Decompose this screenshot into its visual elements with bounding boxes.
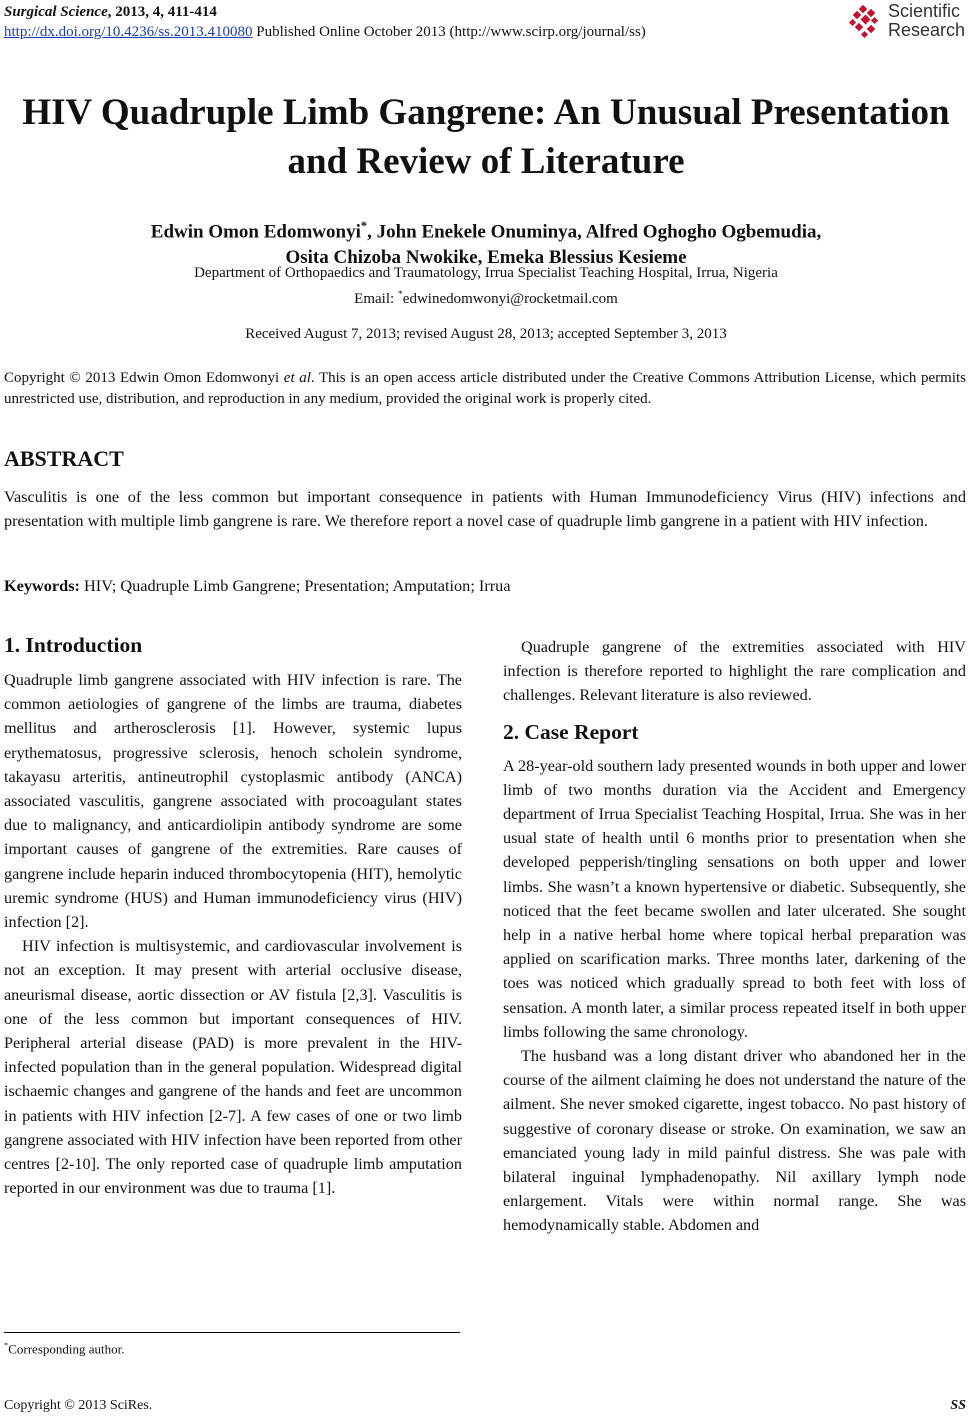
case-paragraph-1: A 28-year-old southern lady presented wounds in both upper and lower limb of two months duration via the Accident and Emergency department of Irrua Specialist Teaching Hospital, Irrua. She was in her usual state of health until 6 months prior to presentation when she developed pepperish/tingling sensations on both upper and lower limbs. She wasn’t a known hypertensive or diabetic. Subsequently, she noticed that the feet became swollen and later ulcerated. She sought help in a native herbal home where topical herbal preparation was applied on scarification marks. Three months later, darkening of the toes was noticed which gradually spread to both feet with loss of sensation. A month later, a similar process repeated itself in both upper limbs following the same chronology.	[503, 756, 966, 1041]
corresponding-mark: *	[360, 219, 368, 233]
footer-journal-abbrev: SS	[950, 1398, 966, 1413]
authors-line2: Osita Chizoba Nwokike, Emeka Blessius Kesieme	[285, 247, 687, 269]
scientific-research-logo	[846, 2, 966, 44]
logo-text-line2: Research	[888, 20, 966, 40]
abstract-text: Vasculitis is one of the less common but important consequence in patients with Human Immunodeficiency Virus (HIV) infections and presentation with multiple limb gangrene is rare. We therefore report a novel case of quadruple limb gangrene in a patient with HIV infection.	[4, 487, 966, 530]
keywords-label: Keywords:	[4, 576, 80, 595]
license-text-end: . This is an open access article distributed under the Creative Commons Attribution License, which permits unrestricted use, distribution, and reproduction in any medium, provided the original work is properly cited.	[4, 370, 966, 407]
footer-copyright: Copyright © 2013 SciRes.	[4, 1398, 153, 1413]
footnote-mark: *	[4, 1340, 9, 1350]
logo-text-line1: Scientific	[888, 1, 961, 21]
journal-citation: , 2013, 4, 411-414	[107, 4, 217, 20]
keywords-list: HIV; Quadruple Limb Gangrene; Presentation; Amputation; Irrua	[79, 576, 511, 595]
affiliation: Department of Orthopaedics and Traumatology, Irrua Specialist Teaching Hospital, Irrua, Nigeria	[194, 265, 778, 281]
footnote-text: Corresponding author.	[8, 1341, 125, 1357]
footnote-divider	[4, 1332, 460, 1333]
section-case-report-heading: 2. Case Report	[503, 719, 639, 744]
license-etal: et al	[283, 370, 311, 386]
journal-name: Surgical Science	[4, 4, 108, 20]
email-mark: *	[397, 289, 403, 300]
footnote	[4, 1340, 124, 1357]
section-introduction-heading: 1. Introduction	[4, 633, 143, 657]
email-label: Email:	[354, 291, 398, 307]
license-text-start: Copyright © 2013 Edwin Omon Edomwonyi	[4, 370, 284, 386]
title-line-2: and Review of Literature	[287, 141, 685, 182]
abstract-heading: ABSTRACT	[4, 446, 124, 471]
article-title	[0, 88, 972, 186]
corresponding-author: Edwin Omon Edomwonyi	[150, 221, 361, 243]
intro-paragraph-2: HIV infection is multisystemic, and cardiovascular involvement is not an exception. It may present with arterial occlusive disease, aneurismal disease, aortic dissection or AV fistula [2,3]. Vasculitis is one of the less common but important consequences of HIV. Peripheral arterial disease (PAD) is more prevalent in the HIV-infected population than in the general population. Widespread digital ischaemic changes and gangrene of the hands and feet are uncommon in patients with HIV infection [2-7]. A few cases of one or two limb gangrene associated with HIV infection have been reported from other centres [2-10]. The only reported case of quadruple limb amputation reported in our environment was due to trauma [1].	[4, 937, 462, 1198]
title-line-1: HIV Quadruple Limb Gangrene: An Unusual Presentation	[22, 92, 950, 133]
publisher-logo-icon	[846, 4, 886, 44]
received-dates: Received August 7, 2013; revised August 28, 2013; accepted September 3, 2013	[245, 326, 727, 342]
authors-line1-rest: , John Enekele Onuminya, Alfred Oghogho Ogbemudia,	[367, 221, 822, 243]
intro-paragraph-3: Quadruple gangrene of the extremities associated with HIV infection is therefore reported to highlight the rare complication and challenges. Relevant literature is also reviewed.	[503, 638, 966, 705]
doi-link[interactable]: http://dx.doi.org/10.4236/ss.2013.410080	[4, 24, 253, 40]
published-online: Published Online October 2013 (http://www.scirp.org/journal/ss)	[252, 24, 646, 40]
keywords	[4, 576, 966, 596]
left-column	[4, 632, 462, 1200]
license-statement	[4, 368, 966, 410]
right-column	[503, 635, 966, 1238]
intro-paragraph-1: Quadruple limb gangrene associated with HIV infection is rare. The common aetiologies of gangrene of the limbs are trauma, diabetes mellitus and artherosclerosis [1]. However, systemic lupus erythematosus, progressive sclerosis, henoch scholein syndrome, takayasu arteritis, antineutrophil cystoplasmic antibody (ANCA) associated vasculitis, gangrene associated with procoagulant states due to malignancy, and anticardiolipin antibody syndrome are some important causes of gangrene of the extremities. Rare causes of gangrene include heparin induced thrombocytopenia (HIT), hemolytic uremic syndrome (HUS) and Human immunodeficiency virus (HIV) infection [2].	[4, 671, 462, 932]
journal-header	[4, 2, 646, 42]
affiliation-block	[0, 263, 972, 310]
case-paragraph-2: The husband was a long distant driver who abandoned her in the course of the ailment claiming he does not understand the nature of the ailment. She never smoked cigarette, ingest tobacco. No past history of suggestive of coronary disease or stroke. On examination, we saw an emanciated young lady in mild painful distress. She was pale with bilateral inguinal lymphadenopathy. Nil axillary lymph node enlargement. Vitals were within normal range. She was hemodynamically stable. Abdomen and	[503, 1047, 966, 1235]
email-address[interactable]: edwinedomwonyi@rocketmail.com	[402, 291, 618, 307]
